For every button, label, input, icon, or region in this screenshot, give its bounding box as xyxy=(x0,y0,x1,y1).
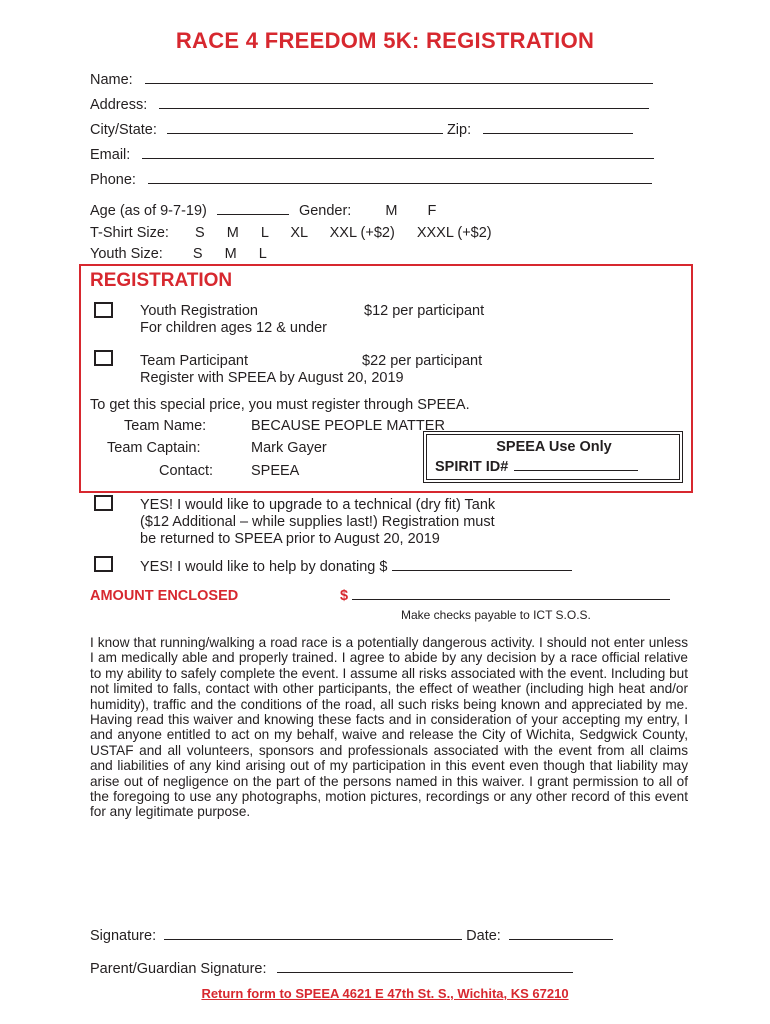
youth-registration-note: For children ages 12 & under xyxy=(140,320,327,336)
city-state-row xyxy=(90,122,633,138)
donate-row xyxy=(140,559,572,575)
speea-use-only-title: SPEEA Use Only xyxy=(496,439,612,455)
name-row xyxy=(90,72,653,88)
signature-row xyxy=(90,928,613,944)
date-label: Date: xyxy=(466,928,501,944)
email-label: Email: xyxy=(90,147,131,163)
youth-registration-checkbox[interactable] xyxy=(94,302,113,318)
team-captain-label: Team Captain: xyxy=(107,440,201,456)
checks-payable-note: Make checks payable to ICT S.O.S. xyxy=(401,608,591,622)
gender-label: Gender: xyxy=(298,203,352,219)
spirit-id-row xyxy=(435,459,638,475)
city-state-label: City/State: xyxy=(90,122,157,138)
name-field[interactable] xyxy=(145,72,653,84)
registration-heading: REGISTRATION xyxy=(90,270,233,291)
youth-registration-option xyxy=(140,303,258,319)
parent-signature-label: Parent/Guardian Signature: xyxy=(90,961,267,977)
email-field[interactable] xyxy=(142,147,654,159)
signature-field[interactable] xyxy=(164,928,462,940)
youth-registration-label: Youth Registration xyxy=(140,303,258,319)
zip-label: Zip: xyxy=(446,122,472,138)
gender-f[interactable]: F xyxy=(427,203,437,219)
team-participant-checkbox[interactable] xyxy=(94,350,113,366)
speea-use-only-box xyxy=(426,434,680,480)
tshirt-size-m[interactable]: M xyxy=(226,225,239,241)
team-participant-note: Register with SPEEA by August 20, 2019 xyxy=(140,370,404,386)
team-participant-label: Team Participant xyxy=(140,353,248,369)
tshirt-size-xxxl[interactable]: XXXL (+$2) xyxy=(416,225,492,241)
youth-size-m[interactable]: M xyxy=(224,246,237,262)
address-field[interactable] xyxy=(159,97,649,109)
date-field[interactable] xyxy=(509,928,613,940)
youth-registration-price: $12 per participant xyxy=(364,303,485,319)
signature-label: Signature: xyxy=(90,928,157,944)
special-price-note: To get this special price, you must register through SPEEA. xyxy=(90,397,470,413)
team-name-label: Team Name: xyxy=(124,418,207,434)
city-state-field[interactable] xyxy=(167,122,443,134)
phone-row xyxy=(90,172,652,188)
phone-field[interactable] xyxy=(148,172,652,184)
parent-signature-row xyxy=(90,961,573,977)
return-form-address: Return form to SPEEA 4621 E 47th St. S., Wichita, KS 67210 xyxy=(201,986,569,1001)
youth-size-s[interactable]: S xyxy=(192,246,203,262)
youth-size-label: Youth Size: xyxy=(90,246,163,262)
tshirt-label: T-Shirt Size: xyxy=(90,225,169,241)
tshirt-size-s[interactable]: S xyxy=(195,225,205,241)
parent-signature-field[interactable] xyxy=(277,961,573,973)
phone-label: Phone: xyxy=(90,172,136,188)
amount-enclosed-field[interactable] xyxy=(352,588,670,600)
team-captain-value: Mark Gayer xyxy=(251,440,327,456)
donate-label: YES! I would like to help by donating $ xyxy=(140,559,388,575)
spirit-id-field[interactable] xyxy=(514,459,638,471)
team-name-value: BECAUSE PEOPLE MATTER xyxy=(251,418,445,434)
upgrade-line-2: ($12 Additional – while supplies last!) Registration must xyxy=(140,514,495,530)
upgrade-tank-checkbox[interactable] xyxy=(94,495,113,511)
donate-checkbox[interactable] xyxy=(94,556,113,572)
contact-label: Contact: xyxy=(159,463,213,479)
amount-enclosed-label: AMOUNT ENCLOSED xyxy=(90,588,239,604)
email-row xyxy=(90,147,654,163)
age-field[interactable] xyxy=(217,203,289,215)
contact-value: SPEEA xyxy=(251,463,300,479)
form-title: RACE 4 FREEDOM 5K: REGISTRATION xyxy=(175,28,595,53)
address-row xyxy=(90,97,649,113)
tshirt-row xyxy=(90,225,492,241)
amount-dollar-sign: $ xyxy=(340,588,349,604)
gender-m[interactable]: M xyxy=(385,203,398,219)
age-gender-row xyxy=(90,203,436,219)
youth-size-l[interactable]: L xyxy=(258,246,267,262)
tshirt-size-xl[interactable]: XL xyxy=(290,225,308,241)
amount-enclosed-row xyxy=(340,588,670,604)
upgrade-line-3: be returned to SPEEA prior to August 20, 2019 xyxy=(140,531,440,547)
tshirt-size-l[interactable]: L xyxy=(260,225,269,241)
upgrade-line-1: YES! I would like to upgrade to a technical (dry fit) Tank xyxy=(140,497,496,513)
zip-field[interactable] xyxy=(483,122,633,134)
address-label: Address: xyxy=(90,97,148,113)
donate-amount-field[interactable] xyxy=(392,559,572,571)
team-participant-price: $22 per participant xyxy=(362,353,483,369)
name-label: Name: xyxy=(90,72,133,88)
tshirt-size-xxl[interactable]: XXL (+$2) xyxy=(329,225,395,241)
youth-size-row xyxy=(90,246,267,262)
spirit-id-label: SPIRIT ID# xyxy=(435,459,509,475)
age-label: Age (as of 9-7-19) xyxy=(90,203,207,219)
waiver-text: I know that running/walking a road race is a potentially dangerous activity. I should not enter unless I am medically able and properly trained. I agree to abide by any decision by a race official relative to my ability to safely complete the event. I assume all risks associated with the event. Including but not limited to falls, contact with other participants, the effect of weather (including high heat and/or humidity), traffic and the conditions of the road, all such risks being known and appreciated by me. Having read this waiver and knowing these facts and in consideration of your accepting my entry, I and anyone entitled to act on my behalf, waive and release the City of Wichita, Sedgwick County, USTAF and all volunteers, sponsors and professionals associated with the event from all claims and liabilities of any kind arising out of my participation in this event even though that liability may arise out of negligence on the part of the persons named in this waiver. I grant permission to all of the foregoing to use any photographs, motion pictures, recordings or any other record of this event for any legitimate purpose. xyxy=(90,635,688,820)
